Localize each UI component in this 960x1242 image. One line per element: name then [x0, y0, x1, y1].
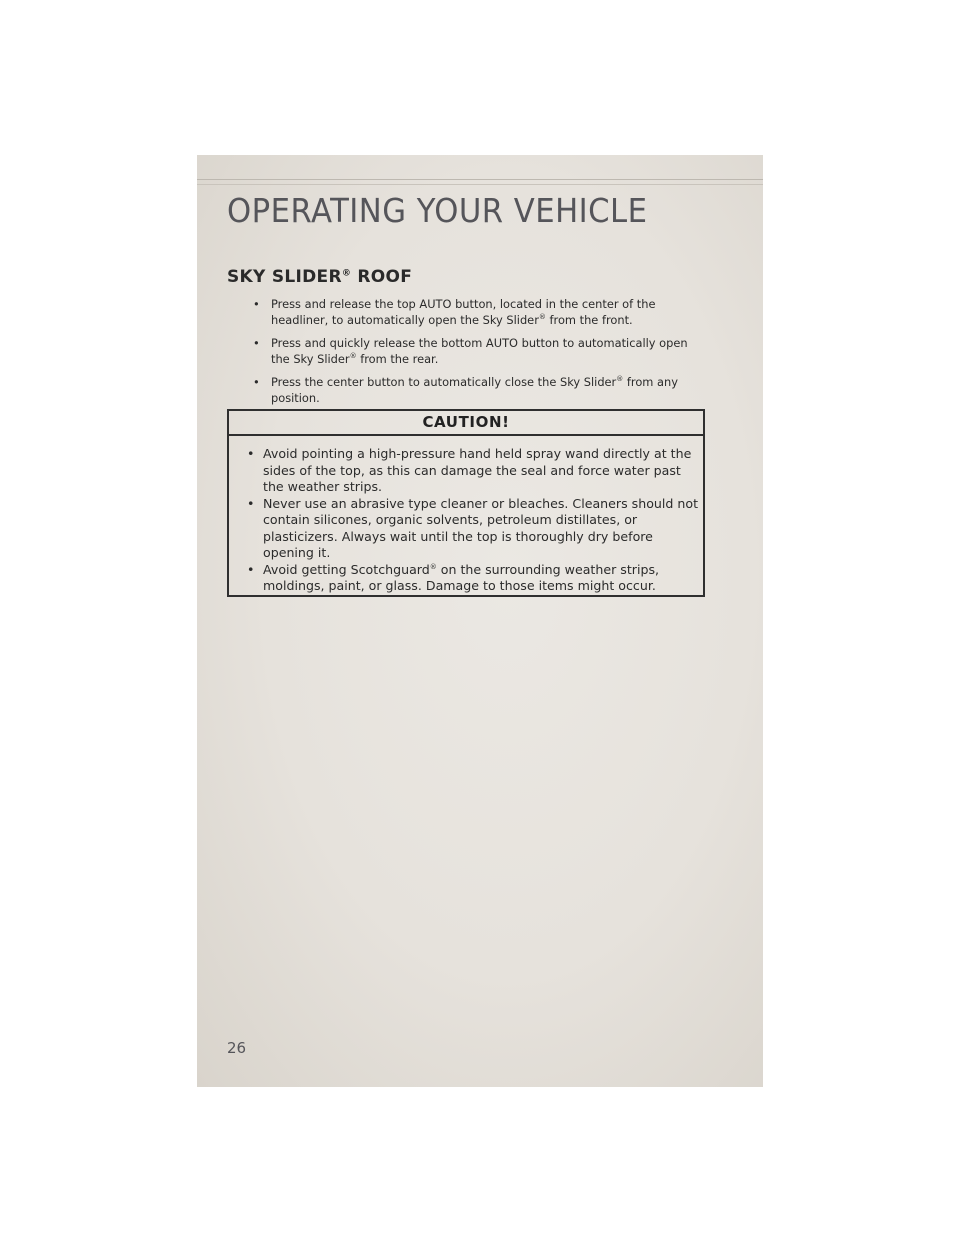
heading-text: SKY SLIDER	[227, 267, 342, 287]
instruction-text: Press the center button to automatically close the Sky Slider	[271, 375, 617, 389]
caution-item	[245, 446, 701, 496]
instruction-text: Press and release the top AUTO button, located in the center of the headliner, to automatically open the Sky Slider	[271, 297, 656, 327]
instruction-text-tail: from the front.	[545, 313, 633, 327]
heading-sky-slider-roof	[227, 267, 412, 287]
heading-text-tail: ROOF	[351, 267, 413, 287]
page-number: 26	[227, 1039, 247, 1057]
header-rule	[197, 179, 763, 180]
registered-mark: ®	[616, 375, 624, 384]
caution-text-tail: on the surrounding weather strips, moldings, paint, or glass. Damage to those items might occur.	[263, 561, 660, 593]
caution-item	[245, 496, 701, 562]
registered-mark: ®	[429, 562, 437, 571]
caution-text: Avoid getting Scotchguard	[263, 561, 430, 577]
instruction-item	[249, 296, 709, 328]
instruction-text-tail: from any position.	[271, 375, 678, 405]
registered-mark: ®	[349, 352, 357, 361]
heading-registered-mark: ®	[341, 268, 352, 279]
caution-text: Avoid pointing a high-pressure hand held spray wand directly at the sides of the top, as this can damage the seal and force water past the weather strips.	[263, 446, 692, 494]
registered-mark: ®	[538, 313, 546, 322]
manual-page	[197, 155, 763, 1087]
header-rule-secondary	[197, 184, 763, 185]
instruction-item	[249, 374, 709, 406]
section-title: OPERATING YOUR VEHICLE	[227, 191, 648, 230]
instruction-text-tail: from the rear.	[356, 352, 439, 366]
instruction-text: Press and quickly release the bottom AUTO button to automatically open the Sky Slider	[271, 336, 688, 366]
caution-list	[245, 446, 701, 595]
instruction-list	[249, 296, 709, 413]
caution-text: Never use an abrasive type cleaner or bleaches. Cleaners should not contain silicones, organic solvents, petroleum distillates, or plasticizers. Always wait until the top is thoroughly dry before opening it.	[263, 495, 699, 560]
caution-item	[245, 562, 701, 595]
caution-title: CAUTION!	[229, 411, 703, 436]
caution-box	[227, 409, 705, 597]
instruction-item	[249, 335, 709, 367]
